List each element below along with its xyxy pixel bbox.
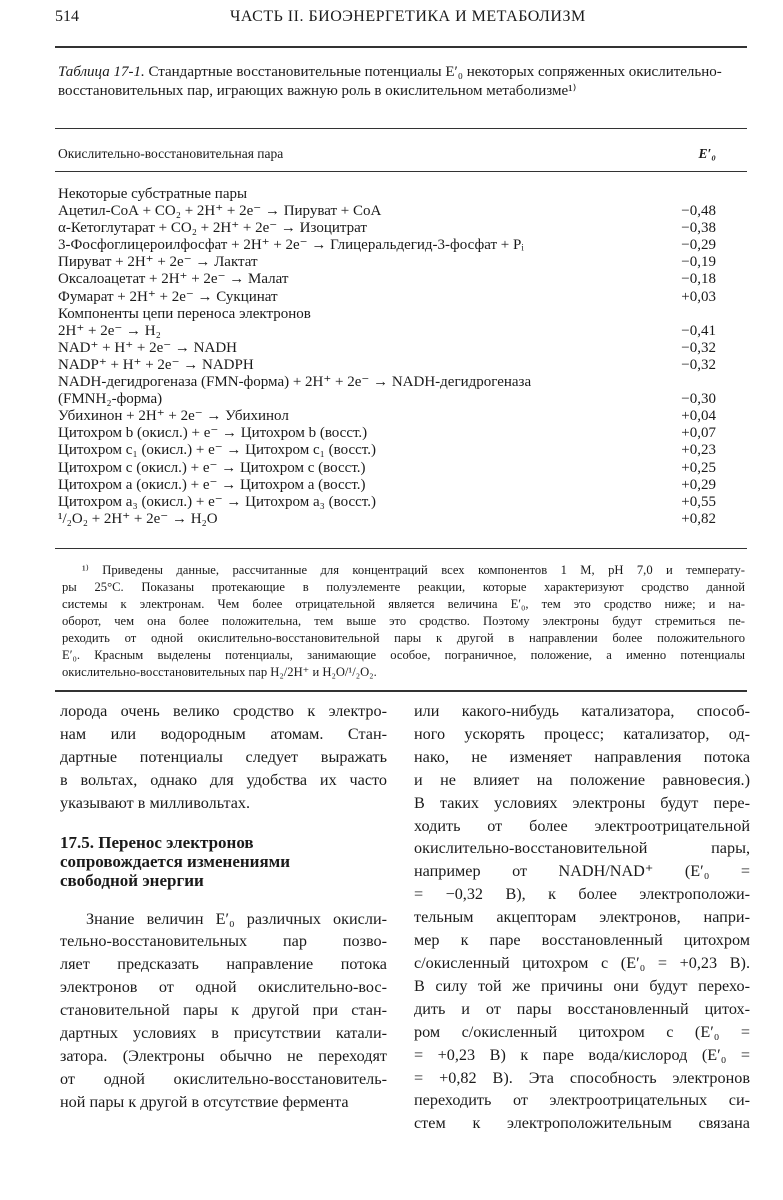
divider bbox=[55, 690, 747, 692]
caption-text: Стандартные восстановительные потенциалы E′₀ некоторых сопряженных окислительно-восстановительных пар, играющих важную роль в окислительном метаболизме¹⁾ bbox=[58, 64, 722, 99]
text-line: ром c/окисленный цитохром c (E′₀ = bbox=[414, 1022, 750, 1041]
redox-pair: NADH-дегидрогеназа (FMN-форма) + 2H⁺ + 2e⁻ → NADH-дегидрогеназа bbox=[58, 374, 532, 391]
paragraph bbox=[414, 700, 750, 1135]
redox-pair: (FMNH₂-форма) bbox=[58, 391, 163, 408]
e0-value: −0,32 bbox=[681, 339, 716, 356]
redox-pair: Цитохром c₁ (окисл.) + e⁻ → Цитохром c₁ (восст.) bbox=[58, 442, 376, 459]
text-line: ной пары к другой в отсутствие фермента bbox=[60, 1092, 349, 1111]
table-row bbox=[58, 323, 716, 340]
table-row bbox=[58, 442, 716, 459]
text-line: и не влияет на положение равновесия.) bbox=[414, 770, 750, 789]
text-line: становительной пары к другой при стан- bbox=[60, 1001, 387, 1020]
text-line: оборот, чем она более положительна, тем выше это сродство. Поэтому электроны будут стремиться пе- bbox=[62, 614, 745, 628]
heading-line: 17.5. Перенос электронов bbox=[60, 832, 254, 852]
redox-pair: Оксалоацетат + 2H⁺ + 2e⁻ → Малат bbox=[58, 271, 289, 288]
text-line: указывают в милливольтах. bbox=[60, 793, 251, 812]
text-line: ры 25°С. Показаны протекающие в полуэлементе реакции, которые характеризуют сродство данной bbox=[62, 580, 745, 594]
e0-value: −0,29 bbox=[681, 237, 716, 254]
redox-pair: Цитохром b (окисл.) + e⁻ → Цитохром b (восст.) bbox=[58, 425, 368, 442]
e0-value: −0,41 bbox=[681, 322, 716, 339]
text-line: или какого-нибудь катализатора, способ- bbox=[414, 702, 750, 720]
text-line: E′₀. Красным выделены потенциалы, занимающие особое, пограничное, положение, а именно потенциалы bbox=[62, 648, 745, 662]
e0-value: +0,03 bbox=[681, 288, 716, 305]
redox-pair: Некоторые субстратные пары bbox=[58, 186, 248, 202]
e0-value: +0,23 bbox=[681, 442, 716, 459]
text-line: В силу той же причины они будут перехо- bbox=[414, 976, 750, 995]
redox-pair: NAD⁺ + H⁺ + 2e⁻ → NADH bbox=[58, 339, 237, 356]
e0-value: +0,55 bbox=[681, 493, 716, 510]
divider bbox=[55, 46, 747, 48]
text-line: от одной окислительно-восстановитель- bbox=[60, 1069, 387, 1088]
redox-pair: 3-Фосфоглицероилфосфат + 2H⁺ + 2e⁻ → Глицеральдегид-3-фосфат + Pᵢ bbox=[58, 237, 524, 254]
redox-pair: Ацетил-СоА + CO₂ + 2H⁺ + 2e⁻ → Пируват + СоА bbox=[58, 203, 382, 220]
running-head: ЧАСТЬ II. БИОЭНЕРГЕТИКА И МЕТАБОЛИЗМ bbox=[230, 8, 586, 25]
text-line: системы к электронам. Чем более отрицательной является величина E′₀, тем это сродство ниже; и на- bbox=[62, 597, 745, 611]
redox-pair: ¹/₂O₂ + 2H⁺ + 2e⁻ → H₂O bbox=[58, 510, 218, 527]
redox-pair: NADP⁺ + H⁺ + 2e⁻ → NADPH bbox=[58, 356, 254, 373]
e0-value: −0,32 bbox=[681, 356, 716, 373]
table-row bbox=[58, 289, 716, 306]
text-line: c/окисленный цитохром c (E′₀ = +0,23 В). bbox=[414, 953, 750, 972]
caption-label: Таблица 17-1. bbox=[58, 64, 145, 80]
text-line: стем к электроположительным связана bbox=[414, 1114, 750, 1133]
table-row bbox=[58, 340, 716, 357]
left-column bbox=[60, 700, 387, 1114]
table-row bbox=[58, 374, 716, 391]
e0-value bbox=[666, 306, 716, 323]
text-line: нако, не изменяет направления потока bbox=[414, 747, 750, 766]
text-line: окислительно-восстановительной пары, bbox=[414, 839, 750, 858]
heading-line: сопровождается изменениями bbox=[60, 851, 291, 871]
text-line: например от NADH/NAD⁺ (E′₀ = bbox=[414, 862, 750, 881]
table-row bbox=[58, 254, 716, 271]
text-line: переходить от электроотрицательных си- bbox=[414, 1091, 750, 1110]
text-line: реходить от одной окислительно-восстановительной пары к другой в направлении более положительного bbox=[62, 631, 745, 645]
divider bbox=[55, 171, 747, 172]
e0-value: +0,29 bbox=[681, 476, 716, 493]
text-line: ного ускорять процесс; катализатор, од- bbox=[414, 724, 750, 743]
text-line: ¹⁾ Приведены данные, рассчитанные для концентраций всех компонентов 1 М, pH 7,0 и температу- bbox=[82, 563, 745, 577]
redox-pair: Цитохром c (окисл.) + e⁻ → Цитохром c (восст.) bbox=[58, 459, 366, 476]
redox-pair: α-Кетоглутарат + CO₂ + 2H⁺ + 2e⁻ → Изоцитрат bbox=[58, 220, 367, 237]
e0-value: −0,38 bbox=[681, 220, 716, 237]
text-line: = +0,23 В) к паре вода/кислород (E′₀ = bbox=[414, 1045, 750, 1064]
table-row bbox=[58, 220, 716, 237]
paragraph bbox=[60, 908, 387, 1114]
text-line: лорода очень велико сродство к электро- bbox=[60, 702, 387, 720]
text-line: ходить от более электроотрицательной bbox=[414, 816, 750, 835]
e0-value: −0,48 bbox=[681, 203, 716, 220]
redox-pair: Фумарат + 2H⁺ + 2e⁻ → Сукцинат bbox=[58, 288, 278, 305]
column-header-pair: Окислительно-восстановительная пара bbox=[58, 146, 284, 161]
table-row bbox=[58, 460, 716, 477]
text-line: В таких условиях электроны будут пере- bbox=[414, 793, 750, 812]
table-row bbox=[58, 357, 716, 374]
text-line: Знание величин E′₀ различных окисли- bbox=[86, 909, 387, 928]
potentials-table bbox=[58, 186, 716, 528]
text-line: = +0,82 В). Эта способность электронов bbox=[414, 1068, 750, 1087]
table-row bbox=[58, 425, 716, 442]
text-line: тельным акцепторам электронов, напри- bbox=[414, 908, 750, 927]
text-line: дартные потенциалы следует выражать bbox=[60, 747, 387, 766]
column-header-e0: E′₀ bbox=[698, 146, 716, 161]
table-row bbox=[58, 237, 716, 254]
text-line: дартных условиях в присутствии катали- bbox=[60, 1024, 387, 1043]
redox-pair: Пируват + 2H⁺ + 2e⁻ → Лактат bbox=[58, 254, 258, 271]
table-footnote bbox=[62, 562, 745, 681]
text-line: окислительно-восстановительных пар H₂/2H⁺ и H₂O/¹/₂O₂. bbox=[62, 665, 377, 679]
redox-pair: Цитохром a₃ (окисл.) + e⁻ → Цитохром a₃ (восст.) bbox=[58, 493, 376, 510]
e0-value: −0,30 bbox=[681, 391, 716, 408]
text-line: = −0,32 В), к более электроположи- bbox=[414, 885, 750, 904]
e0-value: +0,07 bbox=[681, 425, 716, 442]
e0-value bbox=[666, 186, 716, 203]
table-row bbox=[58, 271, 716, 288]
e0-value: −0,18 bbox=[681, 271, 716, 288]
e0-value: +0,82 bbox=[681, 510, 716, 527]
table-caption bbox=[58, 63, 728, 101]
e0-value bbox=[666, 374, 716, 391]
paragraph bbox=[60, 700, 387, 815]
divider bbox=[55, 128, 747, 129]
table-row bbox=[58, 494, 716, 511]
table-row bbox=[58, 511, 716, 528]
page-number: 514 bbox=[55, 8, 79, 25]
text-line: тельно-восстановительных пар позво- bbox=[60, 932, 387, 951]
text-line: электронов от одной окислительно-вос- bbox=[60, 978, 387, 997]
redox-pair: Убихинон + 2H⁺ + 2e⁻ → Убихинол bbox=[58, 408, 289, 425]
text-line: ляет предсказать направление потока bbox=[60, 955, 387, 974]
text-line: в вольтах, однако для удобства их часто bbox=[60, 770, 387, 789]
table-row bbox=[58, 391, 716, 408]
table-row bbox=[58, 306, 716, 323]
redox-pair: Цитохром a (окисл.) + e⁻ → Цитохром a (восст.) bbox=[58, 476, 366, 493]
text-line: затора. (Электроны обычно не переходят bbox=[60, 1046, 387, 1065]
right-column bbox=[414, 700, 750, 1135]
e0-value: −0,19 bbox=[681, 254, 716, 271]
table-row bbox=[58, 477, 716, 494]
text-line: нам или водородным атомам. Стан- bbox=[60, 724, 387, 743]
table-row bbox=[58, 186, 716, 203]
redox-pair: 2H⁺ + 2e⁻ → H₂ bbox=[58, 322, 161, 339]
text-line: дить и от пары восстановленный цитох- bbox=[414, 999, 750, 1018]
divider bbox=[55, 548, 747, 549]
text-line: мер к паре восстановленный цитохром bbox=[414, 931, 750, 950]
table-row bbox=[58, 203, 716, 220]
section-heading bbox=[60, 833, 387, 890]
heading-line: свободной энергии bbox=[60, 870, 204, 890]
e0-value: +0,04 bbox=[681, 408, 716, 425]
table-row bbox=[58, 408, 716, 425]
redox-pair: Компоненты цепи переноса электронов bbox=[58, 305, 311, 322]
e0-value: +0,25 bbox=[681, 459, 716, 476]
table-header bbox=[58, 146, 716, 162]
